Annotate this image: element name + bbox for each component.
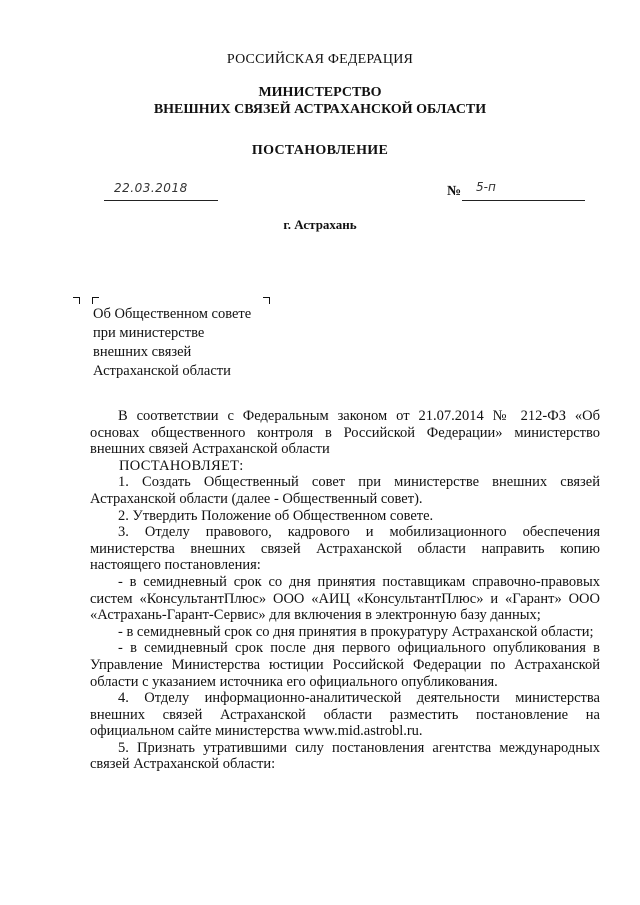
corner-mark-open: [92, 297, 99, 304]
date-handwritten: 22.03.2018: [114, 181, 188, 195]
city-label: г. Астрахань: [283, 217, 357, 232]
item-3-sub-2: - в семидневный срок со дня принятия в прокуратуру Астраханской области;: [118, 623, 594, 640]
corner-mark-right: [263, 297, 270, 304]
subject-line: внешних связей: [93, 344, 192, 360]
item-3-sub-1: - в семидневный срок со дня принятия поставщикам справочно-правовых систем «КонсультантПлюс» ООО «АИЦ «КонсультантПлюс» и «Гарант» ООО «Астрахань-Гарант-Сервис» для включения в электронную базу данных;: [90, 573, 600, 624]
intro-paragraph: В соответствии с Федеральным законом от 21.07.2014 № 212-ФЗ «Об основах общественного контроля в Российской Федерации» министерство внешних связей Астраханской области: [90, 408, 600, 458]
country-header: РОССИЙСКАЯ ФЕДЕРАЦИЯ: [226, 52, 414, 67]
number-handwritten: 5-п: [476, 180, 496, 194]
subject-line: Об Общественном совете: [93, 306, 252, 322]
item-3-sub-3: - в семидневный срок после дня первого официального опубликования в Управление Министерства юстиции Российской Федерации по Астраханской области с указанием источника его официального опубликования.: [90, 640, 600, 690]
number-underline: [462, 200, 585, 201]
number-label: №: [447, 184, 462, 199]
item-2: 2. Утвердить Положение об Общественном совете.: [118, 507, 434, 524]
date-underline: [104, 200, 218, 201]
subject-line: при министерстве: [93, 325, 205, 341]
item-5: 5. Признать утратившими силу постановления агентства международных связей Астраханской области:: [90, 739, 600, 773]
ministry-line-2: ВНЕШНИХ СВЯЗЕЙ АСТРАХАНСКОЙ ОБЛАСТИ: [153, 102, 487, 117]
item-4: 4. Отделу информационно-аналитической деятельности министерства внешних связей Астраханской области разместить постановление на официальном сайте министерства www.mid.astrobl.ru.: [90, 690, 600, 740]
subject-block: [93, 305, 251, 381]
resolves-label: ПОСТАНОВЛЯЕТ:: [119, 457, 244, 474]
document-type-title: ПОСТАНОВЛЕНИЕ: [251, 143, 389, 158]
item-1: 1. Создать Общественный совет при министерстве внешних связей Астраханской области (далее - Общественный совет).: [90, 474, 600, 507]
subject-line: Астраханской области: [93, 363, 231, 379]
ministry-header: [0, 84, 640, 118]
resolution-body: [90, 408, 600, 773]
ministry-line-1: МИНИСТЕРСТВО: [258, 85, 382, 100]
corner-mark-left: [73, 297, 80, 304]
item-3: 3. Отделу правового, кадрового и мобилизационного обеспечения министерства внешних связей Астраханской области направить копию настоящего постановления:: [90, 524, 600, 574]
